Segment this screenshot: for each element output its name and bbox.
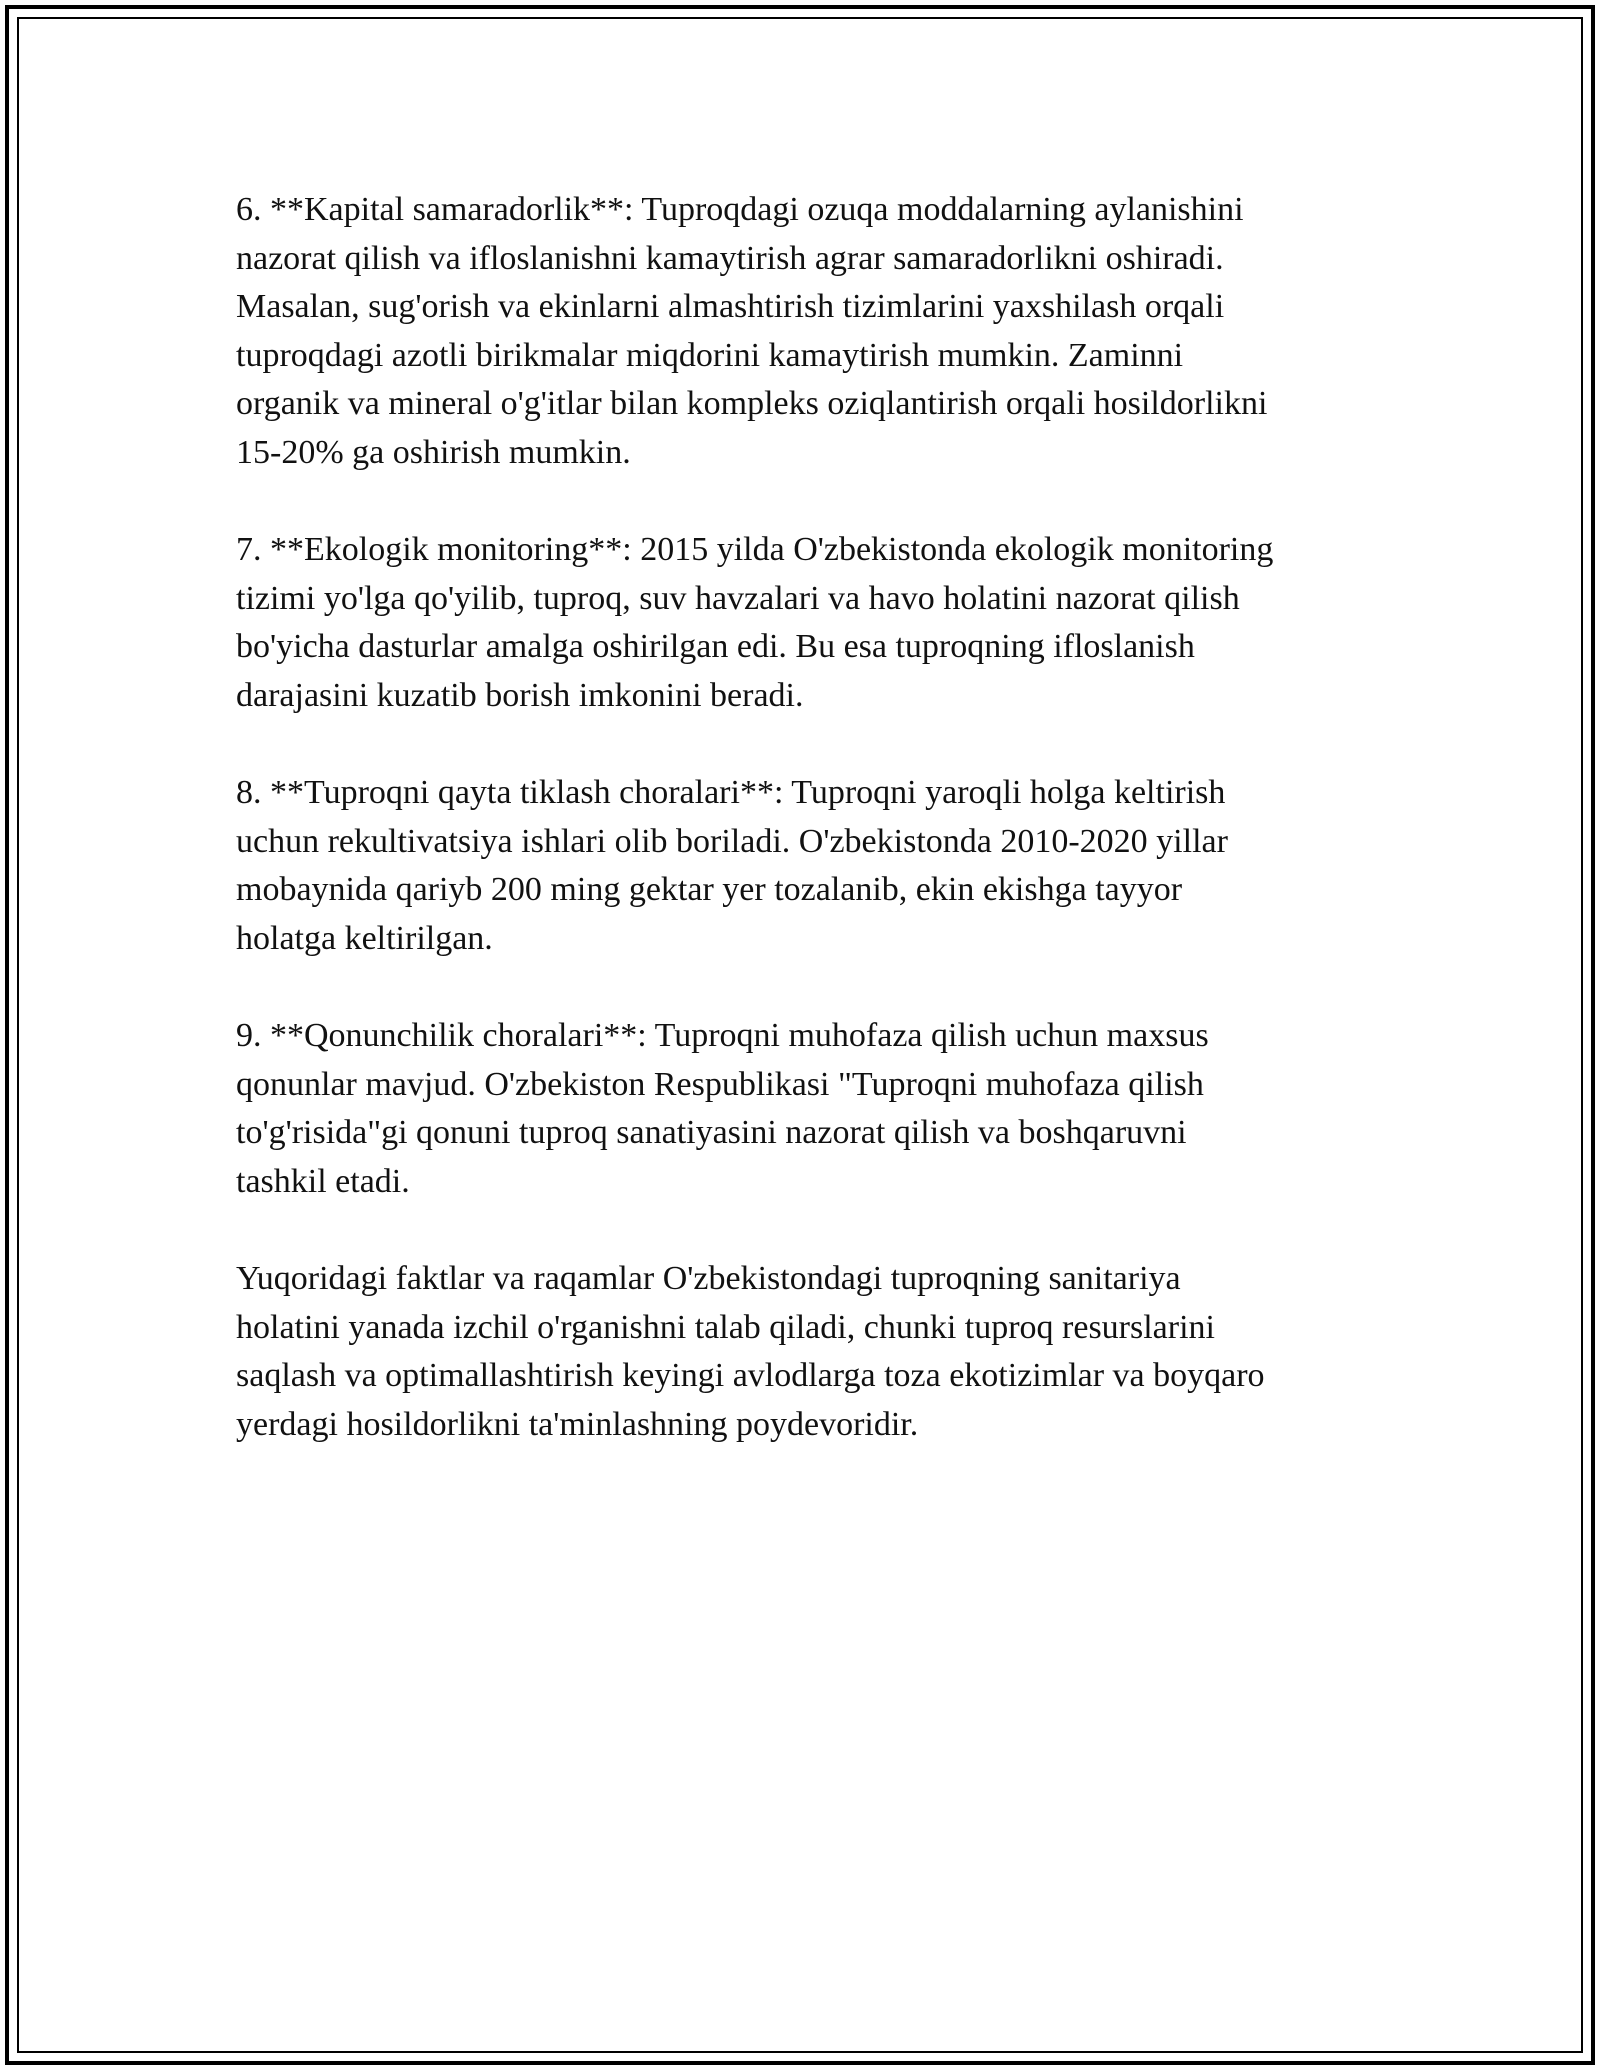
paragraph-capital-efficiency: 6. **Kapital samaradorlik**: Tuproqdagi ozuqa moddalarning aylanishini nazorat qilish va ifloslanishni kamaytirish agrar samaradorlikni oshiradi. Masalan, sug'orish va ekinlarni almashtirish tizimlarini yaxshilash orqali tuproqdagi azotli birikmalar miqdorini kamaytirish mumkin. Zaminni organik va mineral o'g'itlar bilan kompleks oziqlantirish orqali hosildorlikni 15-20% ga oshirish mumkin. <box>236 191 1268 471</box>
paragraph-legislative-measures: 9. **Qonunchilik choralari**: Tuproqni muhofaza qilish uchun maxsus qonunlar mavjud. O'zbekiston Respublikasi "Tuproqni muhofaza qilish to'g'risida"gi qonuni tuproq sanatiyasini nazorat qilish va boshqaruvni tashkil etadi. <box>236 1017 1209 1200</box>
document-body <box>236 186 1366 1498</box>
paragraph-ecological-monitoring: 7. **Ekologik monitoring**: 2015 yilda O'zbekistonda ekologik monitoring tizimi yo'lga qo'yilib, tuproq, suv havzalari va havo holatini nazorat qilish bo'yicha dasturlar amalga oshirilgan edi. Bu esa tuproqning ifloslanish darajasini kuzatib borish imkonini beradi. <box>236 531 1274 714</box>
paragraph-soil-restoration: 8. **Tuproqni qayta tiklash choralari**: Tuproqni yaroqli holga keltirish uchun rekultivatsiya ishlari olib boriladi. O'zbekistonda 2010-2020 yillar mobaynida qariyb 200 ming gektar yer tozalanib, ekin ekishga tayyor holatga keltirilgan. <box>236 774 1228 957</box>
paragraph-conclusion: Yuqoridagi faktlar va raqamlar O'zbekistondagi tuproqning sanitariya holatini yanada izchil o'rganishni talab qiladi, chunki tuproq resurslarini saqlash va optimallashtirish keyingi avlodlarga toza ekotizimlar va boyqaro yerdagi hosildorlikni ta'minlashning poydevoridir. <box>236 1260 1265 1443</box>
